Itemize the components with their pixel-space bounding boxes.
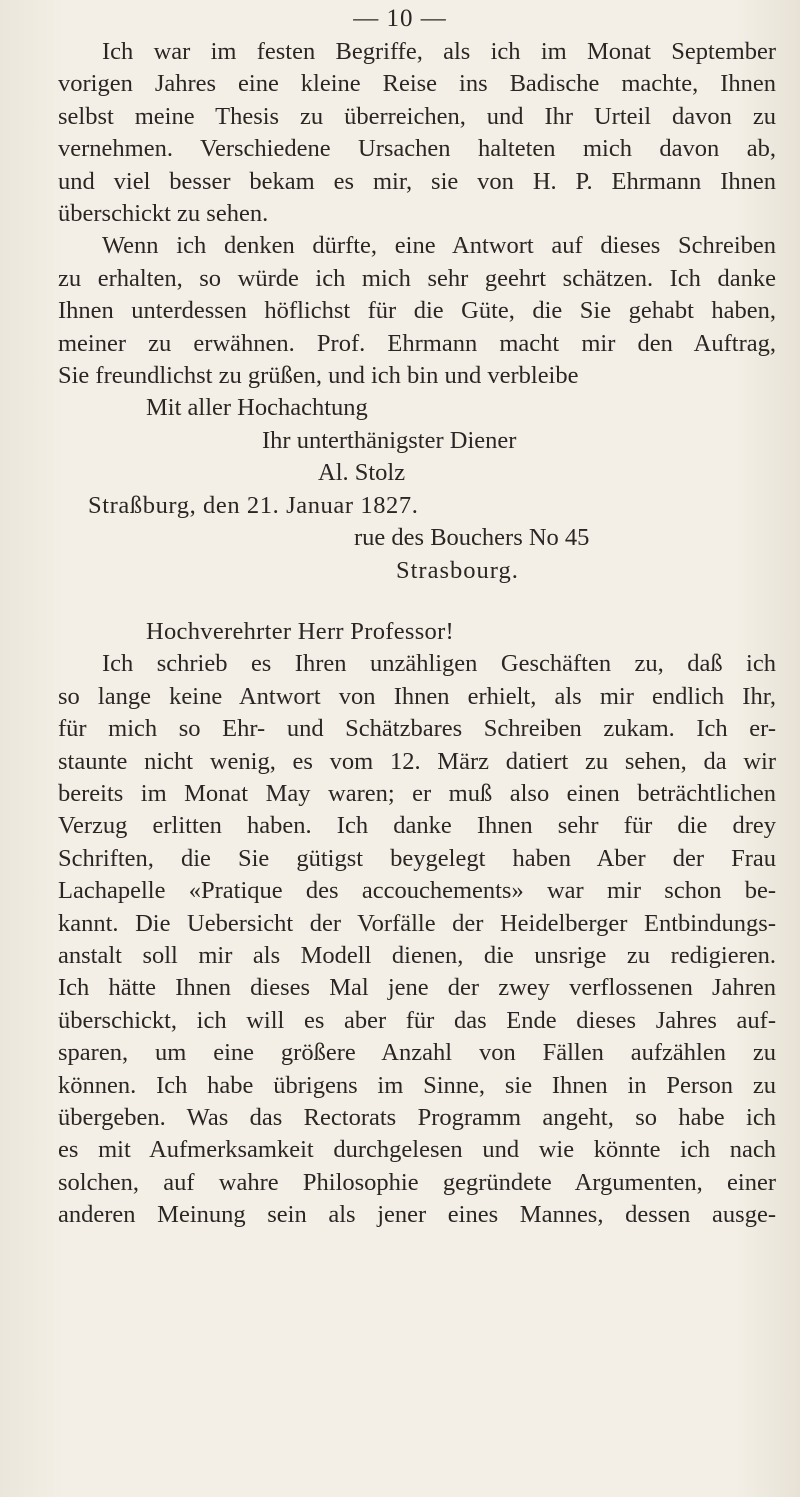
text-line: so lange keine Antwort von Ihnen erhielt, als mir endlich Ihr, (58, 682, 776, 710)
text-line: bereits im Monat May waren; er muß also einen beträchtlichen (58, 779, 776, 807)
signature: Al. Stolz (318, 459, 406, 487)
text-line: staunte nicht wenig, es vom 12. März datiert zu sehen, da wir (58, 747, 776, 775)
text-line: Sie freundlichst zu grüßen, und ich bin und verbleibe (58, 362, 579, 390)
text-line: überschickt zu sehen. (58, 200, 269, 228)
closing-greeting: Mit aller Hochachtung (146, 394, 368, 422)
text-line: kannt. Die Uebersicht der Vorfälle der Heidelberger Entbindungs- (58, 909, 776, 937)
text-line: für mich so Ehr- und Schätzbares Schreiben zukam. Ich er- (58, 715, 776, 743)
text-line: Verzug erlitten haben. Ich danke Ihnen sehr für die drey (58, 812, 776, 840)
text-line: Ich schrieb es Ihren unzähligen Geschäften zu, daß ich (102, 650, 776, 678)
closing-block (58, 392, 776, 586)
text-line: Schriften, die Sie gütigst beygelegt haben Aber der Frau (58, 844, 776, 872)
address-street: rue des Bouchers No 45 (354, 524, 590, 552)
address-city: Strasbourg. (396, 556, 519, 584)
text-line: Ich war im festen Begriffe, als ich im Monat September (102, 38, 776, 65)
paragraph-2 (58, 230, 776, 392)
letter-body (58, 36, 776, 1232)
text-line: übergeben. Was das Rectorats Programm angeht, so habe ich (58, 1104, 776, 1131)
paragraph-3 (58, 648, 776, 1231)
text-line: zu erhalten, so würde ich mich sehr geehrt schätzen. Ich danke (58, 264, 776, 292)
text-line: Ihnen unterdessen höflichst für die Güte, die Sie gehabt haben, (58, 297, 776, 325)
text-line: überschickt, ich will es aber für das Ende dieses Jahres auf- (58, 1006, 776, 1034)
text-line: vorigen Jahres eine kleine Reise ins Badische machte, Ihnen (58, 70, 776, 98)
paragraph-1 (58, 36, 776, 230)
text-line: Ich hätte Ihnen dieses Mal jene der zwey verflossenen Jahren (58, 974, 776, 1002)
text-line: selbst meine Thesis zu überreichen, und Ihr Urteil davon zu (58, 102, 776, 130)
text-line: können. Ich habe übrigens im Sinne, sie Ihnen in Person zu (58, 1071, 776, 1099)
text-line: sparen, um eine größere Anzahl von Fällen aufzählen zu (58, 1039, 776, 1067)
text-line: meiner zu erwähnen. Prof. Ehrmann macht mir den Auftrag, (58, 329, 776, 357)
text-line: Wenn ich denken dürfte, eine Antwort auf dieses Schreiben (102, 232, 776, 260)
text-line: solchen, auf wahre Philosophie gegründete Argumenten, einer (58, 1168, 776, 1196)
salutation: Hochverehrter Herr Professor! (146, 617, 455, 645)
text-line: und viel besser bekam es mir, sie von H. P. Ehrmann Ihnen (58, 167, 776, 195)
place-date: Straßburg, den 21. Januar 1827. (88, 491, 419, 519)
closing-servant: Ihr unterthänigster Diener (262, 426, 517, 454)
text-line: Lachapelle «Pratique des accouchements» war mir schon be- (58, 877, 776, 905)
page-number: — 10 — (353, 5, 447, 32)
text-line: es mit Aufmerksamkeit durchgelesen und wie könnte ich nach (58, 1136, 776, 1164)
salutation-block (58, 616, 776, 648)
text-line: vernehmen. Verschiedene Ursachen halteten mich davon ab, (58, 135, 776, 163)
text-line: anderen Meinung sein als jener eines Mannes, dessen ausge- (58, 1201, 776, 1229)
text-line: anstalt soll mir als Modell dienen, die unsrige zu redigieren. (58, 941, 776, 969)
